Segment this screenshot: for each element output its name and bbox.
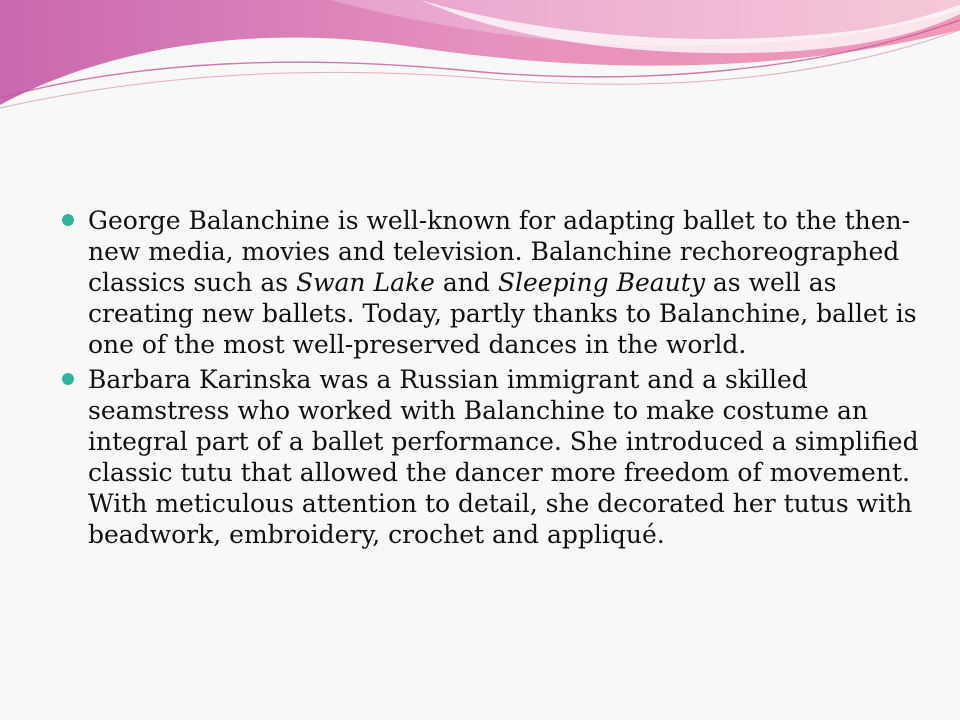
bullet-icon	[62, 214, 74, 226]
italic-title: Sleeping Beauty	[497, 268, 705, 297]
header-wave-decoration	[0, 0, 960, 140]
text-segment: Barbara Karinska was a Russian immigrant and a skilled seamstress who worked with Balanchine to make costume an integral part of a ballet performance. She introduced a simplified classic tutu that allowed the dancer more freedom of movement. With meticulous attention to detail, she decorated her tutus with beadwork, embroidery, crochet and appliqué.	[88, 365, 919, 549]
italic-title: Swan Lake	[296, 268, 435, 297]
bullet-text	[88, 364, 922, 550]
bullet-icon	[62, 373, 74, 385]
bullet-text	[88, 205, 922, 360]
bullet-item	[62, 205, 922, 360]
bullet-item	[62, 364, 922, 550]
text-segment: as well as creating new ballets. Today, partly thanks to Balanchine, ballet is one of the most well-preserved dances in the world.	[88, 268, 917, 359]
bullet-list	[62, 205, 922, 554]
text-segment: and	[434, 268, 498, 297]
text-segment: George Balanchine is well-known for adapting ballet to the then-new media, movies and television. Balanchine rechoreographed classics such as	[88, 206, 911, 297]
